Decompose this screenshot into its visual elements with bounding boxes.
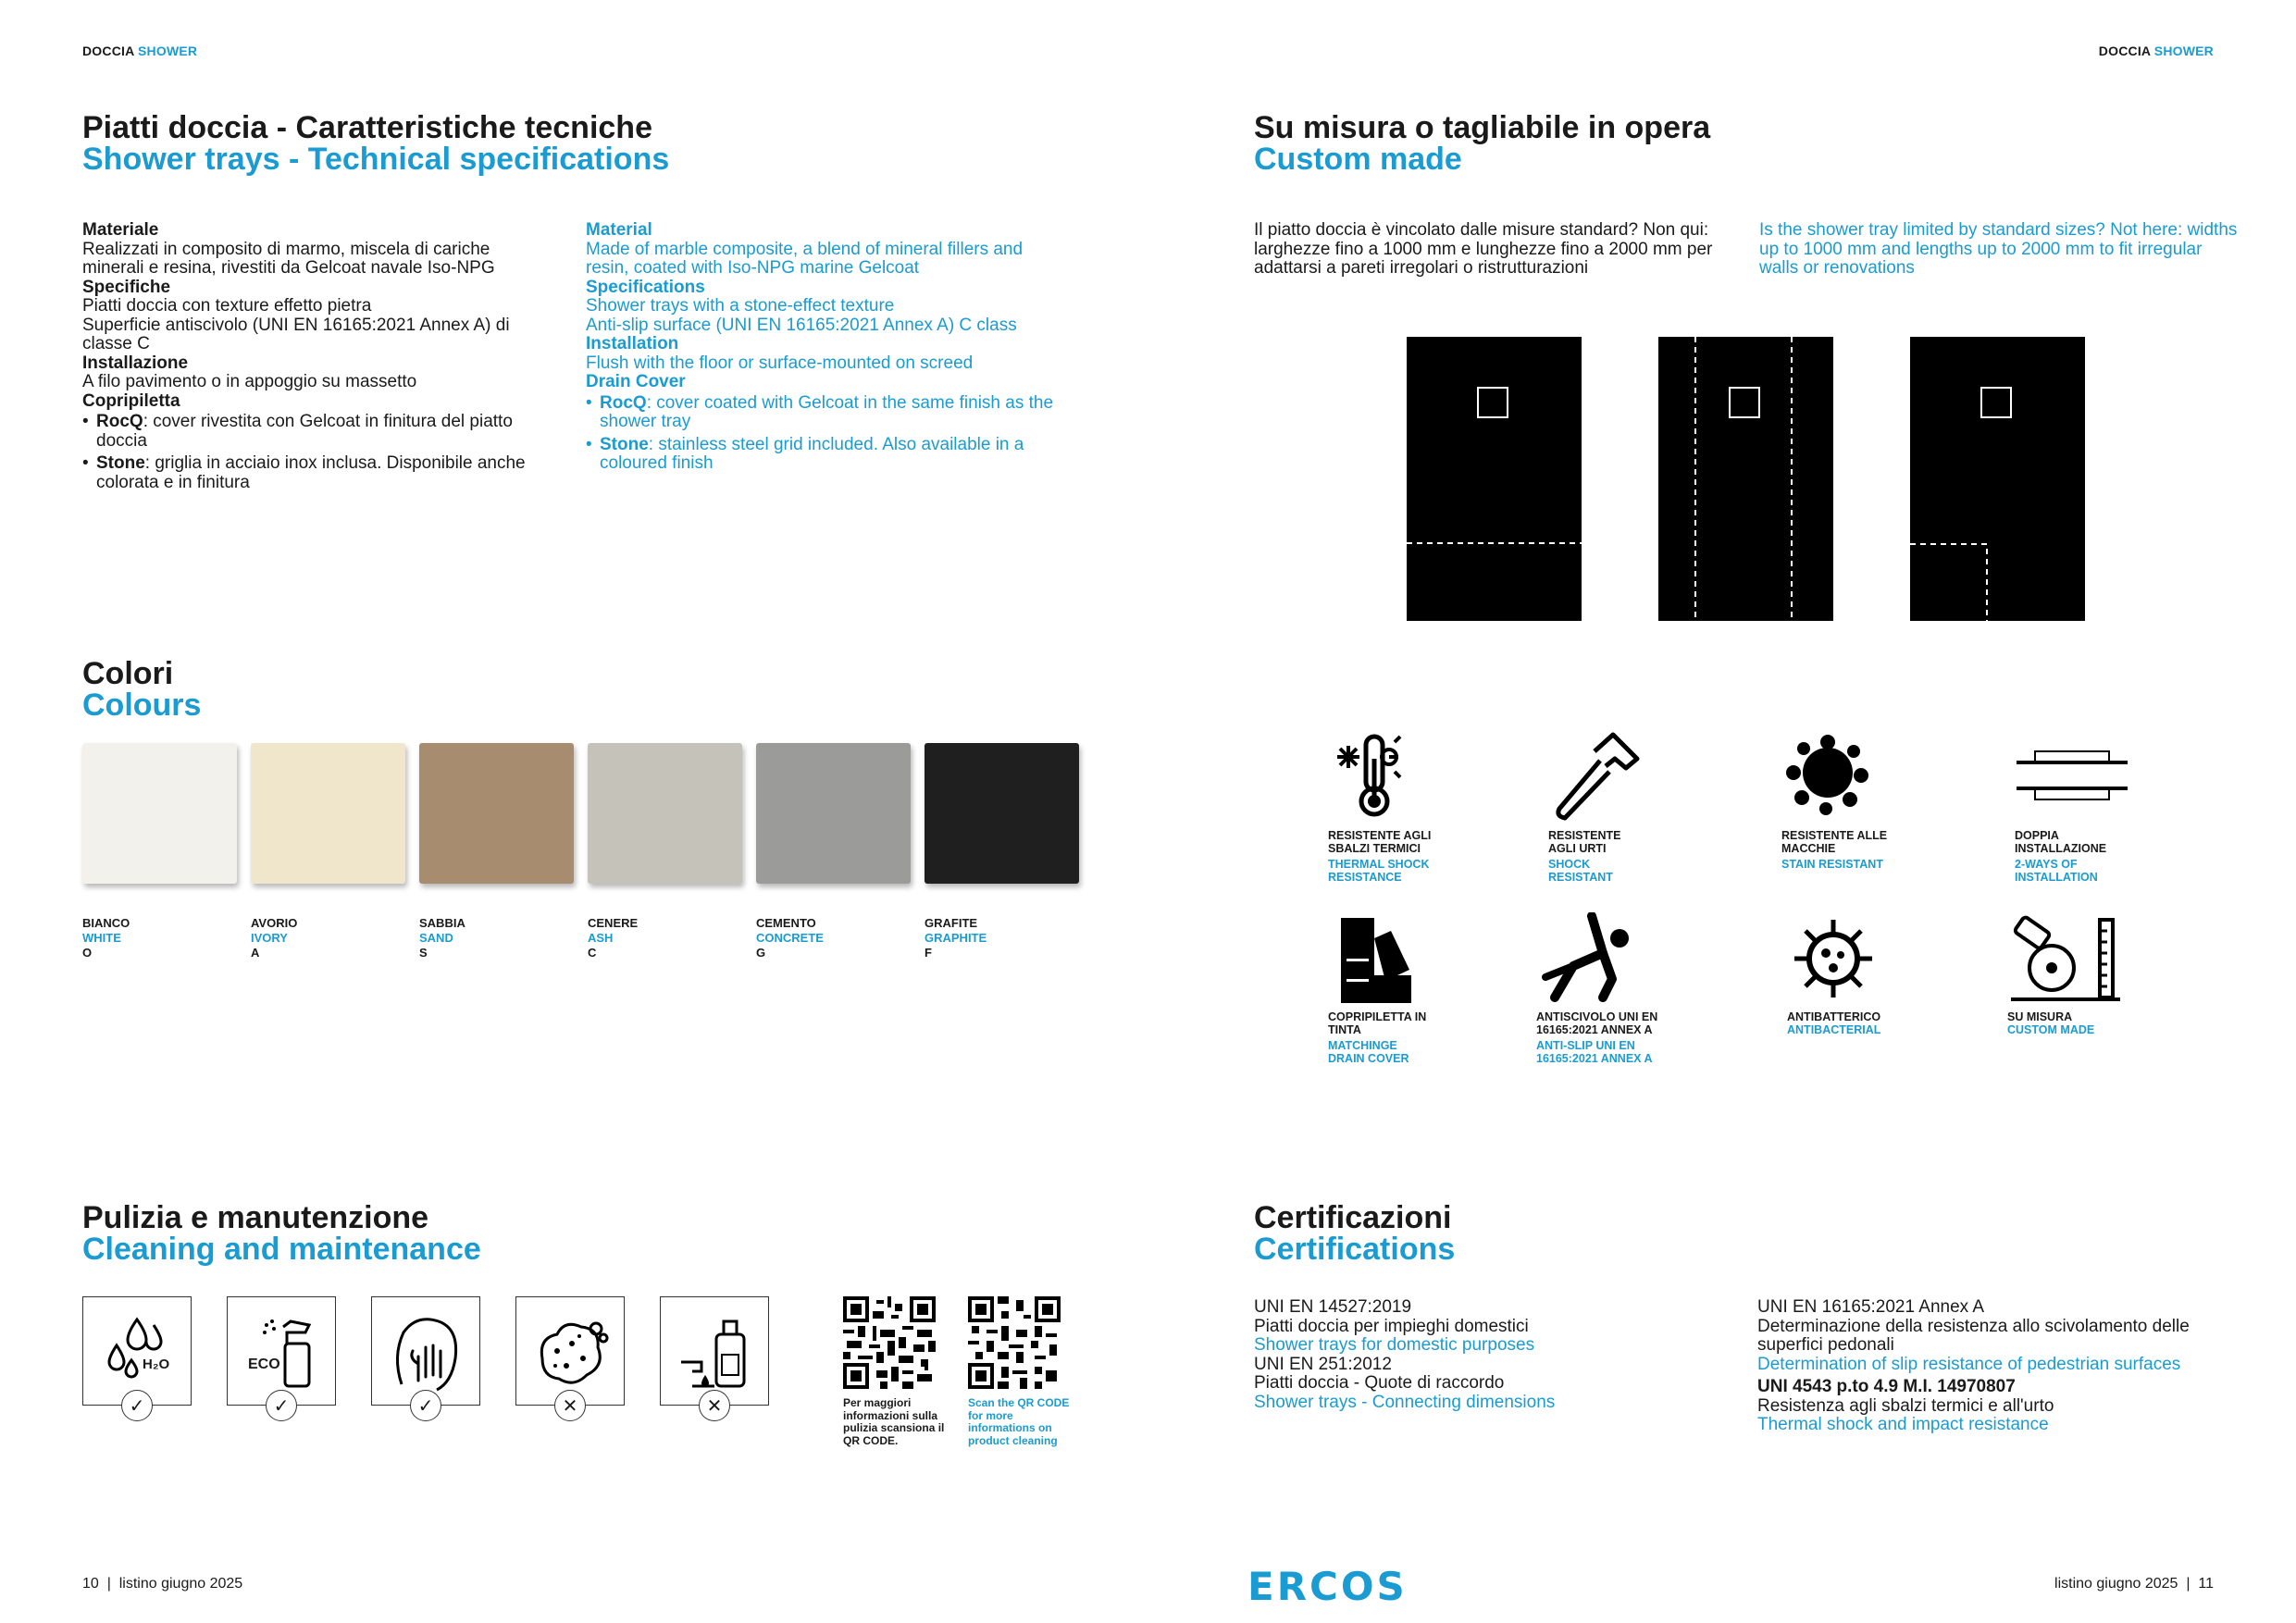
install-heading: Installazione [82,353,189,373]
certs-title-en: Certifications [1254,1232,1456,1267]
list-item: • Stone: griglia in acciaio inox inclusa. Disponibile anche colorata e in finitura [82,454,545,492]
feature-stain-resistant: RESISTENTE ALLE MACCHIE STAIN RESISTANT [1781,731,1920,871]
detergent-bottle-icon [674,1307,757,1395]
feature-matching-drain-cover: COPRIPILETTA IN TINTA MATCHINGE DRAIN COVER [1328,912,1467,1065]
thermometer-icon [1328,731,1421,824]
water-drops-icon [96,1310,180,1394]
cert-code: UNI EN 14527:2019 [1254,1297,1412,1317]
spec-text-2: Anti-slip surface (UNI EN 16165:2021 Annex A) C class [586,315,1017,335]
list-item: • Stone: stainless steel grid included. Also available in a coloured finish [586,436,1067,474]
colour-label-grafite: GRAFITE GRAPHITE F [925,916,987,960]
cert-text-en: Determination of slip resistance of pedestrian surfaces [1757,1354,2181,1374]
feature-custom-made: SU MISURA CUSTOM MADE [2007,912,2146,1036]
cleaning-title [82,1202,481,1265]
colour-label-avorio: AVORIO IVORY A [251,916,298,960]
allowed-check-icon: ✓ [410,1390,441,1421]
swatch-cemento [756,743,911,884]
qr-caption-it: Per maggiori informazioni sulla pulizia scansiona il QR CODE. [843,1396,945,1447]
swatch-cenere [588,743,742,884]
footer-right-page: listino giugno 2025 | 11 [2054,1576,2214,1592]
cleaning-title-en: Cleaning and maintenance [82,1232,481,1267]
tray-diagram-cut-length [1407,337,1582,621]
forbidden-x-icon: ✕ [699,1390,730,1421]
eco-label: ECO [248,1357,280,1372]
material-heading: Materiale [82,220,159,240]
page-header-right: DOCCIA SHOWER [2098,43,2214,58]
page-header-left: DOCCIA SHOWER [82,43,198,58]
qr-code-en[interactable] [968,1296,1061,1389]
allowed-check-icon: ✓ [266,1390,297,1421]
specs-it-column [82,221,545,492]
custom-text-it: Il piatto doccia è vincolato dalle misure standard? Non qui: larghezze fino a 1000 mm e lunghezze fino a 2000 mm per adattarsi a pareti irregolari o ristrutturazioni [1254,220,1713,278]
drain-list [586,394,1067,474]
colour-label-cemento: CEMENTO CONCRETE G [756,916,824,960]
spec-text-2: Superficie antiscivolo (UNI EN 16165:2021 Annex A) di classe C [82,315,510,353]
installation-levels-icon [2015,731,2129,824]
forbidden-x-icon: ✕ [554,1390,586,1421]
tray-diagram-cut-corner [1910,337,2085,621]
cert-text-en: Shower trays for domestic purposes [1254,1335,1535,1355]
h2o-label: H₂O [143,1357,170,1372]
material-text: Realizzati in composito di marmo, miscela di cariche minerali e resina, rivestiti da Gelcoat navale Iso-NPG [82,239,495,278]
cleaning-title-it: Pulizia e manutenzione [82,1200,429,1235]
cut-line-horizontal [1407,337,1582,621]
colours-title [82,658,201,721]
custom-text-en: Is the shower tray limited by standard sizes? Not here: widths up to 1000 mm and lengths up to 2000 mm to fit irregular walls or renovations [1759,220,2238,278]
hammer-icon [1548,731,1641,824]
ercos-logo: ERCOS [1247,1564,1408,1609]
cut-line-corner [1910,337,2085,621]
cert-text-it: Resistenza agli sbalzi termici e all'urto [1757,1395,2054,1416]
feature-thermal-shock: RESISTENTE AGLI SBALZI TERMICI THERMAL SHOCK RESISTANCE [1328,731,1467,884]
list-item: • RocQ: cover coated with Gelcoat in the same finish as the shower tray [586,394,1067,432]
custom-title [1254,112,1710,175]
hand-cloth-icon [385,1310,468,1394]
feature-anti-slip: ANTISCIVOLO UNI EN 16165:2021 ANNEX A ANTI-SLIP UNI EN 16165:2021 ANNEX A [1536,912,1675,1065]
certs-column-left [1254,1298,1717,1412]
specs-title-en: Shower trays - Technical specifications [82,142,670,177]
feature-double-installation: DOPPIA INSTALLAZIONE 2-WAYS OF INSTALLATION [2015,731,2153,884]
qr-code-it[interactable] [843,1296,936,1389]
cert-text-it: Piatti doccia per impieghi domestici [1254,1316,1529,1336]
tray-diagram-cut-width [1658,337,1833,621]
spec-heading: Specifications [586,277,705,297]
colour-label-cenere: CENERE ASH C [588,916,639,960]
footer-left-page: 10 | listino giugno 2025 [82,1576,243,1592]
material-heading: Material [586,220,652,240]
custom-title-en: Custom made [1254,142,1462,177]
cert-text-en: Shower trays - Connecting dimensions [1254,1392,1556,1412]
cert-text-it: Piatti doccia - Quote di raccordo [1254,1373,1505,1393]
certs-column-right [1757,1298,2239,1435]
colour-label-sabbia: SABBIA SAND S [419,916,465,960]
swatch-avorio [251,743,405,884]
specs-title-it: Piatti doccia - Caratteristiche tecniche [82,110,652,145]
qr-caption-en: Scan the QR CODE for more informations on product cleaning [968,1396,1070,1447]
drain-heading: Copripiletta [82,390,180,411]
certs-title [1254,1202,1455,1265]
list-item: • RocQ: cover rivestita con Gelcoat in finitura del piatto doccia [82,413,545,451]
swatch-grafite [925,743,1079,884]
colours-title-en: Colours [82,688,202,723]
drain-list [82,413,545,492]
colour-label-bianco: BIANCO WHITE O [82,916,130,960]
install-heading: Installation [586,334,679,353]
install-text: A filo pavimento o in appoggio su massetto [82,372,417,391]
cutting-tool-icon [2007,912,2122,1005]
spec-text-1: Piatti doccia con texture effetto pietra [82,296,372,316]
spec-heading: Specifiche [82,277,171,297]
sponge-icon [529,1310,613,1394]
spec-text-1: Shower trays with a stone-effect texture [586,296,895,316]
cert-code: UNI 4543 p.to 4.9 M.I. 14970807 [1757,1377,2016,1396]
cert-text-it: Determinazione della resistenza allo scivolamento delle superfici pedonali [1757,1316,2190,1355]
slipping-person-icon [1536,912,1638,1005]
spray-bottle-icon [241,1307,324,1395]
bacteria-icon [1787,912,1880,1005]
cut-lines-vertical [1658,337,1833,621]
drain-heading: Drain Cover [586,372,686,391]
feature-shock-resistant: RESISTENTE AGLI URTI SHOCK RESISTANT [1548,731,1687,884]
specs-en-column [586,221,1067,474]
cert-text-en: Thermal shock and impact resistance [1757,1415,2049,1434]
specs-title [82,112,669,175]
custom-title-it: Su misura o tagliabile in opera [1254,110,1711,145]
certs-title-it: Certificazioni [1254,1200,1452,1235]
cert-code: UNI EN 16165:2021 Annex A [1757,1297,1985,1317]
colours-title-it: Colori [82,656,174,691]
cert-code: UNI EN 251:2012 [1254,1354,1392,1374]
material-text: Made of marble composite, a blend of mineral fillers and resin, coated with Iso-NPG marine Gelcoat [586,239,1024,278]
stain-splash-icon [1781,731,1874,824]
swatch-sabbia [419,743,574,884]
allowed-check-icon: ✓ [121,1390,153,1421]
install-text: Flush with the floor or surface-mounted on screed [586,353,974,373]
swatch-bianco [82,743,237,884]
colour-palette-icon [1328,912,1421,1005]
feature-antibacterial: ANTIBATTERICO ANTIBACTERIAL [1787,912,1926,1036]
